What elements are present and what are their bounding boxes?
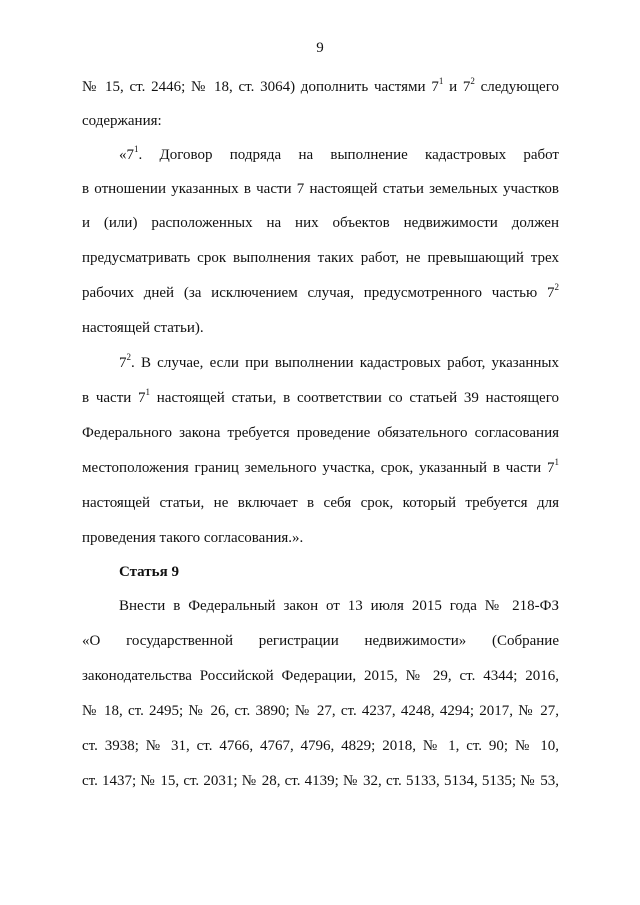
- text-line: ст. 1437; № 15, ст. 2031; № 28, ст. 4139; № 32, ст. 5133, 5134, 5135; № 53,: [82, 773, 559, 789]
- superscript-index: 2: [126, 352, 131, 362]
- superscript-index: 2: [554, 282, 559, 292]
- text-line: предусматривать срок выполнения таких работ, не превышающий трех: [82, 250, 559, 266]
- text-line: настоящей статьи, не включает в себя срок, который требуется для: [82, 495, 559, 511]
- superscript-index: 1: [145, 387, 151, 397]
- superscript-index: 2: [470, 76, 475, 86]
- text-line: местоположения границ земельного участка, срок, указанный в части $7^1$: [82, 457, 559, 476]
- text-line: законодательства Российской Федерации, 2015, № 29, ст. 4344; 2016,: [82, 668, 559, 684]
- text-line: настоящей статьи).: [82, 320, 204, 336]
- superscript-index: 1: [134, 144, 139, 154]
- page-number: 9: [316, 40, 324, 56]
- text-line: «$7^1$. Договор подряда на выполнение кадастровых работ: [119, 144, 559, 163]
- text-line: № 18, ст. 2495; № 26, ст. 3890; № 27, ст. 4237, 4248, 4294; 2017, № 27,: [82, 703, 559, 719]
- article-heading: Статья 9: [119, 564, 179, 580]
- text-line: в части $7^1$ настоящей статьи, в соответствии со статьей 39 настоящего: [82, 387, 559, 406]
- text-line: Внести в Федеральный закон от 13 июля 2015 года № 218-ФЗ: [119, 598, 559, 614]
- text-line: № 15, ст. 2446; № 18, ст. 3064) дополнить частями $7^1$ и $7^2$ следующего: [82, 76, 559, 95]
- text-line: ст. 3938; № 31, ст. 4766, 4767, 4796, 4829; 2018, № 1, ст. 90; № 10,: [82, 738, 559, 754]
- text-line: в отношении указанных в части 7 настоящей статьи земельных участков: [82, 181, 559, 197]
- superscript-index: 1: [554, 457, 559, 467]
- text-line: рабочих дней (за исключением случая, предусмотренного частью $7^2$: [82, 282, 559, 301]
- text-line: и (или) расположенных на них объектов недвижимости должен: [82, 215, 559, 231]
- text-line: содержания:: [82, 113, 162, 129]
- text-line: Федерального закона требуется проведение обязательного согласования: [82, 425, 559, 441]
- text-line: проведения такого согласования.».: [82, 530, 304, 546]
- superscript-index: 1: [438, 76, 444, 86]
- text-line: «О государственной регистрации недвижимости» (Собрание: [82, 633, 559, 649]
- text-line: $7^2$. В случае, если при выполнении кадастровых работ, указанных: [119, 352, 559, 371]
